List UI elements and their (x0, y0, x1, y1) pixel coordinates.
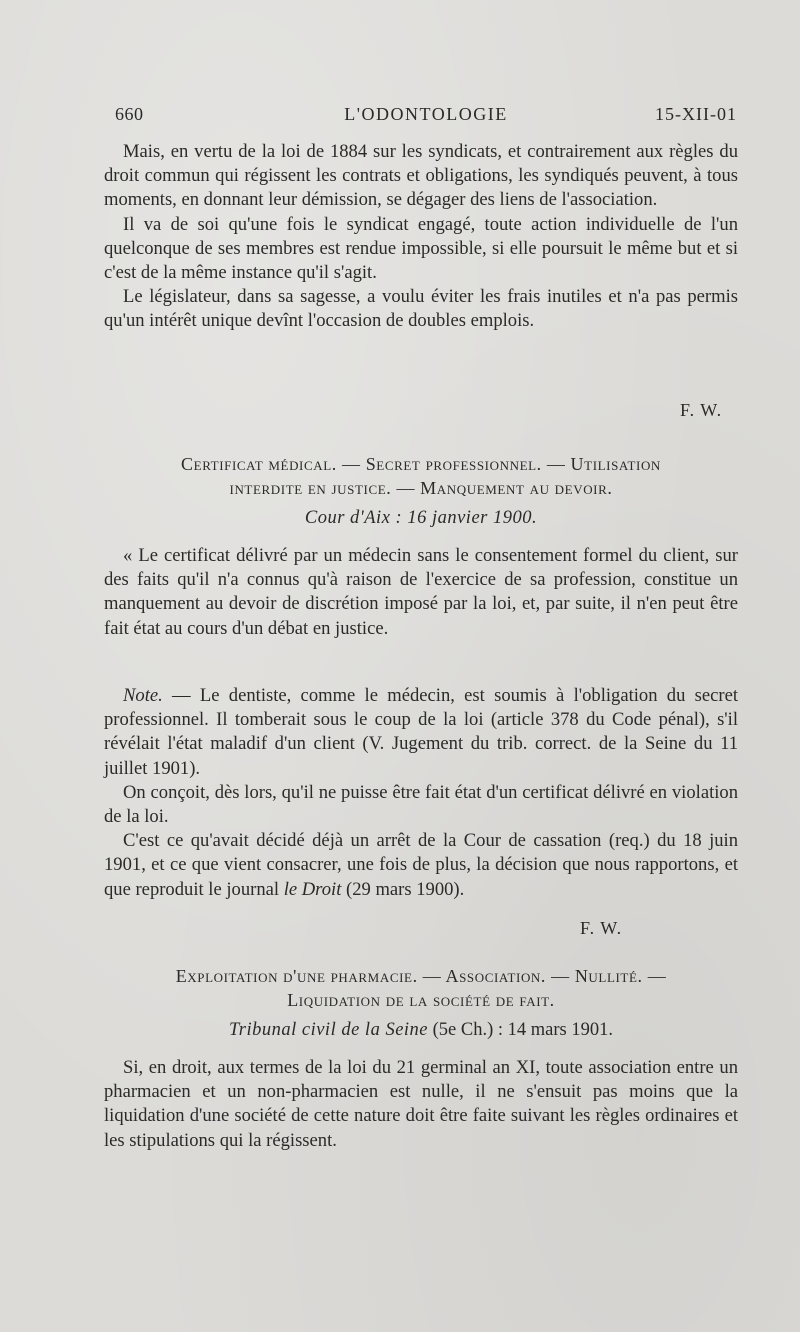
page-number: 660 (115, 104, 144, 124)
court-reference (104, 506, 738, 530)
note-text: — Le dentiste, comme le médecin, est soumis à l'obligation du secret professionnel. Il tomberait sous le coup de la loi (article 378 du Code pénal), s'il révélait l'état maladif d'un client (V. Jugement du trib. correct. de la Seine du 11 juillet 1901). (104, 685, 738, 779)
court-date: (5e Ch.) : 14 mars 1901. (428, 1020, 613, 1040)
article-2-quote (104, 544, 738, 641)
paragraph: Si, en droit, aux termes de la loi du 21 germinal an XI, toute association entre un pharmacien et un non-pharmacien est nulle, il ne s'ensuit pas moins que la liquidation d'une société de cette nature doit être faite suivant les règles ordinaires et les stipulations qui la régissent. (104, 1057, 738, 1151)
paragraph-text: (29 mars 1900). (341, 878, 465, 900)
signature: F. W. (580, 918, 623, 938)
court-name: Cour d'Aix : 16 janvier 1900. (304, 508, 538, 528)
heading-line: Liquidation de la société de fait. (287, 990, 555, 1010)
paragraph: Il va de soi qu'une fois le syndicat engagé, toute action individuelle de l'un quelconque de ses membres est rendue impossible, si elle poursuit le même but et si c'est de la même instance qu'il s'agit. (104, 213, 738, 284)
article-3-body (104, 1056, 738, 1153)
paragraph-text: C'est ce qu'avait décidé déjà un arrêt de la Cour de cassation (req.) du 18 juin 1901, et ce que vient consacrer, une fois de plus, la décision que nous rapportons, et que reproduit le journal (104, 830, 738, 900)
journal-title: L'ODONTOLOGIE (344, 104, 508, 124)
heading-line: interdite en justice. — Manquement au devoir. (229, 478, 613, 498)
article-2-note (104, 684, 738, 902)
article-3-heading (104, 964, 738, 1012)
court-name: Tribunal civil de la Seine (229, 1020, 429, 1040)
paragraph (104, 829, 738, 902)
signature: F. W. (680, 400, 723, 420)
issue-date: 15-XII-01 (655, 104, 737, 124)
paragraph: On conçoit, dès lors, qu'il ne puisse être fait état d'un certificat délivré en violation de la loi. (104, 781, 738, 828)
paragraph: Mais, en vertu de la loi de 1884 sur les syndicats, et contrairement aux règles du droit commun qui régissent les contrats et obligations, les syndiqués peuvent, à tous moments, en donnant leur démission, se dégager des liens de l'association. (104, 141, 738, 211)
quote-paragraph: « Le certificat délivré par un médecin sans le consentement formel du client, sur des faits qu'il n'a connus qu'à raison de l'exercice de sa profession, constitue un manquement au devoir de discrétion imposé par la loi, et, par suite, il n'en peut être fait état au cours d'un débat en justice. (104, 545, 738, 639)
article-2-heading (104, 452, 738, 500)
court-reference (104, 1018, 738, 1042)
journal-name: le Droit (283, 878, 342, 900)
paragraph: Le législateur, dans sa sagesse, a voulu éviter les frais inutiles et n'a pas permis qu'un intérêt unique devînt l'occasion de doubles emplois. (104, 286, 738, 332)
heading-line: Certificat médical. — Secret professionnel. — Utilisation (181, 454, 661, 474)
heading-line: Exploitation d'une pharmacie. — Association. — Nullité. — (175, 966, 667, 986)
article-1-body (104, 140, 738, 334)
note-paragraph (104, 684, 738, 781)
note-label: Note. (123, 685, 163, 706)
running-header (115, 104, 737, 130)
